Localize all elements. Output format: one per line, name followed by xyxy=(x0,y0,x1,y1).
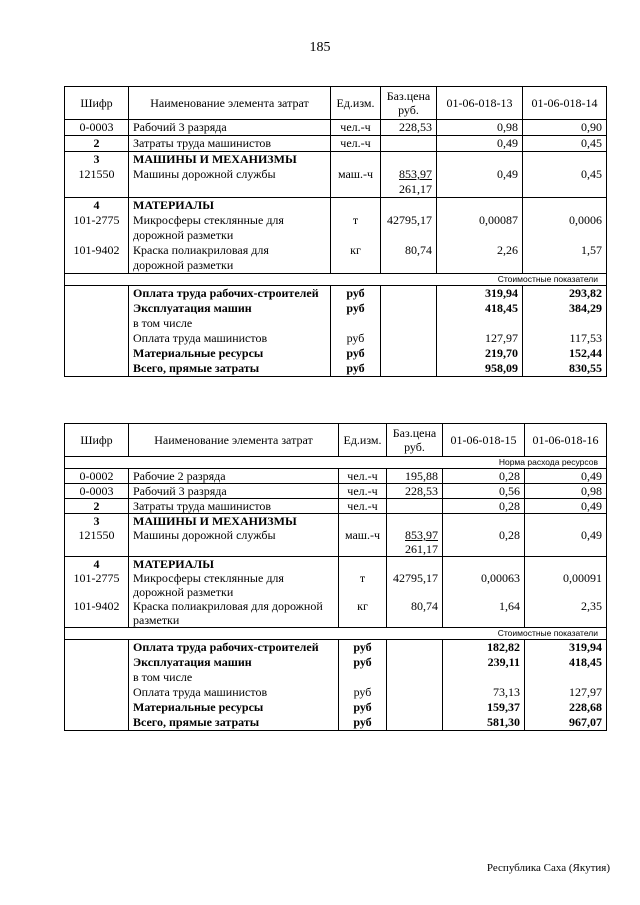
summary-row xyxy=(65,715,607,731)
cell-code: 4 xyxy=(65,557,129,572)
cell-price: 42795,17 xyxy=(381,213,437,243)
header-unit: Ед.изм. xyxy=(339,424,387,457)
cell-price xyxy=(387,528,443,557)
table-row xyxy=(65,571,607,599)
summary-label: в том числе xyxy=(129,670,339,685)
cell-a: 0,49 xyxy=(437,167,523,198)
cell-name: Рабочие 2 разряда xyxy=(129,469,339,484)
cell-unit: т xyxy=(331,213,381,243)
table-row xyxy=(65,243,607,274)
table-row xyxy=(65,167,607,198)
summary-b: 319,94 xyxy=(525,640,607,656)
page-number: 185 xyxy=(309,40,331,55)
cell-a: 0,00087 xyxy=(437,213,523,243)
header-code: Шифр xyxy=(65,87,129,120)
summary-b: 228,68 xyxy=(525,700,607,715)
table-row xyxy=(65,469,607,484)
cell-b: 0,45 xyxy=(523,167,607,198)
header-price: Баз.цена руб. xyxy=(381,87,437,120)
header-col-b: 01-06-018-14 xyxy=(523,87,607,120)
summary-a: 73,13 xyxy=(443,685,525,700)
cell-a: 1,64 xyxy=(443,599,525,628)
summary-unit: руб xyxy=(339,655,387,670)
cell-name-line: дорожной разметки xyxy=(133,228,234,242)
cell-unit: чел.-ч xyxy=(331,136,381,152)
summary-row xyxy=(65,331,607,346)
header-code: Шифр xyxy=(65,424,129,457)
header-col-a: 01-06-018-15 xyxy=(443,424,525,457)
band-label: Стоимостные показатели xyxy=(65,274,607,286)
table-row xyxy=(65,213,607,243)
cell-price xyxy=(381,136,437,152)
cell-name xyxy=(129,571,339,599)
cell-b: 0,0006 xyxy=(523,213,607,243)
price-primary: 853,97 xyxy=(399,167,432,181)
cell-unit: т xyxy=(339,571,387,599)
section-row xyxy=(65,152,607,168)
summary-b: 117,53 xyxy=(523,331,607,346)
cell-code: 101-9402 xyxy=(65,599,129,628)
cell-code: 121550 xyxy=(65,528,129,557)
cell-a: 2,26 xyxy=(437,243,523,274)
cell-code: 0-0003 xyxy=(65,484,129,499)
band-row xyxy=(65,457,607,469)
band-row xyxy=(65,628,607,640)
table-row xyxy=(65,599,607,628)
summary-a: 182,82 xyxy=(443,640,525,656)
table-row xyxy=(65,136,607,152)
cell-price: 80,74 xyxy=(381,243,437,274)
cell-code: 2 xyxy=(65,499,129,514)
summary-label: Всего, прямые затраты xyxy=(129,361,331,377)
cell-name-line: Микросферы стеклянные для xyxy=(133,571,284,585)
summary-a: 319,94 xyxy=(437,286,523,302)
cell-unit: чел.-ч xyxy=(339,469,387,484)
cell-b: 2,35 xyxy=(525,599,607,628)
cell-name-line: разметки xyxy=(133,613,180,627)
cell-code: 101-9402 xyxy=(65,243,129,274)
cell-code: 121550 xyxy=(65,167,129,198)
cell-name: Рабочий 3 разряда xyxy=(129,484,339,499)
summary-unit: руб xyxy=(331,331,381,346)
cell-price: 228,53 xyxy=(387,484,443,499)
header-name: Наименование элемента затрат xyxy=(129,424,339,457)
summary-label: в том числе xyxy=(129,316,331,331)
summary-a: 127,97 xyxy=(437,331,523,346)
cell-price: 42795,17 xyxy=(387,571,443,599)
table-row xyxy=(65,528,607,557)
summary-row xyxy=(65,301,607,316)
summary-row xyxy=(65,670,607,685)
cell-name: Затраты труда машинистов xyxy=(129,136,331,152)
summary-a: 239,11 xyxy=(443,655,525,670)
cell-code: 101-2775 xyxy=(65,213,129,243)
section-title: МАТЕРИАЛЫ xyxy=(129,557,339,572)
summary-a: 418,45 xyxy=(437,301,523,316)
cell-code: 0-0003 xyxy=(65,120,129,136)
cell-b: 0,90 xyxy=(523,120,607,136)
cell-unit: чел.-ч xyxy=(339,484,387,499)
summary-label: Эксплуатация машин xyxy=(129,655,339,670)
summary-label: Материальные ресурсы xyxy=(129,346,331,361)
cell-code: 2 xyxy=(65,136,129,152)
cell-price: 228,53 xyxy=(381,120,437,136)
summary-row xyxy=(65,346,607,361)
section-row xyxy=(65,198,607,214)
cell-code: 0-0002 xyxy=(65,469,129,484)
price-primary: 853,97 xyxy=(405,528,438,542)
summary-label: Оплата труда рабочих-строителей xyxy=(129,286,331,302)
section-title: МАШИНЫ И МЕХАНИЗМЫ xyxy=(129,152,331,168)
cell-a: 0,28 xyxy=(443,528,525,557)
cell-unit: чел.-ч xyxy=(331,120,381,136)
summary-b: 830,55 xyxy=(523,361,607,377)
summary-label: Материальные ресурсы xyxy=(129,700,339,715)
table-row xyxy=(65,499,607,514)
cell-b: 0,45 xyxy=(523,136,607,152)
summary-b: 127,97 xyxy=(525,685,607,700)
section-title: МАТЕРИАЛЫ xyxy=(129,198,331,214)
cell-price: 195,88 xyxy=(387,469,443,484)
section-row xyxy=(65,514,607,529)
summary-row xyxy=(65,700,607,715)
summary-unit: руб xyxy=(339,715,387,731)
cell-a: 0,98 xyxy=(437,120,523,136)
summary-b: 293,82 xyxy=(523,286,607,302)
cell-a: 0,28 xyxy=(443,499,525,514)
cell-code: 3 xyxy=(65,514,129,529)
summary-label: Оплата труда машинистов xyxy=(129,331,331,346)
summary-row xyxy=(65,685,607,700)
cell-code: 4 xyxy=(65,198,129,214)
cell-unit: маш.-ч xyxy=(339,528,387,557)
cell-unit: кг xyxy=(339,599,387,628)
header-col-b: 01-06-018-16 xyxy=(525,424,607,457)
table-row xyxy=(65,484,607,499)
summary-b: 152,44 xyxy=(523,346,607,361)
cell-a: 0,00063 xyxy=(443,571,525,599)
cell-a: 0,56 xyxy=(443,484,525,499)
cell-price xyxy=(381,167,437,198)
summary-unit: руб xyxy=(331,286,381,302)
cell-name-line: дорожной разметки xyxy=(133,585,234,599)
price-secondary: 261,17 xyxy=(399,182,432,196)
summary-unit: руб xyxy=(339,685,387,700)
footer-region: Республика Саха (Якутия) xyxy=(486,862,610,874)
cell-name-line: Краска полиакриловая для дорожной xyxy=(133,599,323,613)
cell-a: 0,49 xyxy=(437,136,523,152)
cell-name xyxy=(129,599,339,628)
cell-name-line: дорожной разметки xyxy=(133,258,234,272)
header-col-a: 01-06-018-13 xyxy=(437,87,523,120)
summary-label: Эксплуатация машин xyxy=(129,301,331,316)
cell-unit: чел.-ч xyxy=(339,499,387,514)
summary-label: Оплата труда рабочих-строителей xyxy=(129,640,339,656)
cell-name-line: Микросферы стеклянные для xyxy=(133,213,284,227)
cell-name: Машины дорожной службы xyxy=(129,167,331,198)
cell-name: Машины дорожной службы xyxy=(129,528,339,557)
cell-b: 1,57 xyxy=(523,243,607,274)
cell-b: 0,49 xyxy=(525,528,607,557)
band-row xyxy=(65,274,607,286)
cell-a: 0,28 xyxy=(443,469,525,484)
section-title: МАШИНЫ И МЕХАНИЗМЫ xyxy=(129,514,339,529)
summary-a: 219,70 xyxy=(437,346,523,361)
cell-b: 0,98 xyxy=(525,484,607,499)
summary-a: 958,09 xyxy=(437,361,523,377)
summary-row xyxy=(65,316,607,331)
summary-row xyxy=(65,640,607,656)
summary-row xyxy=(65,655,607,670)
cell-name: Рабочий 3 разряда xyxy=(129,120,331,136)
header-name: Наименование элемента затрат xyxy=(129,87,331,120)
summary-row xyxy=(65,286,607,302)
table-row xyxy=(65,120,607,136)
cell-unit: кг xyxy=(331,243,381,274)
section-row xyxy=(65,557,607,572)
summary-label: Оплата труда машинистов xyxy=(129,685,339,700)
cell-price xyxy=(387,499,443,514)
price-secondary: 261,17 xyxy=(405,542,438,556)
summary-unit: руб xyxy=(339,640,387,656)
band-label: Стоимостные показатели xyxy=(65,628,607,640)
cell-b: 0,49 xyxy=(525,469,607,484)
cell-code: 101-2775 xyxy=(65,571,129,599)
summary-b: 967,07 xyxy=(525,715,607,731)
cell-name: Затраты труда машинистов xyxy=(129,499,339,514)
resource-table-2 xyxy=(64,423,607,731)
cell-b: 0,49 xyxy=(525,499,607,514)
header-unit: Ед.изм. xyxy=(331,87,381,120)
summary-b: 418,45 xyxy=(525,655,607,670)
summary-unit: руб xyxy=(331,361,381,377)
resource-table-1 xyxy=(64,86,607,377)
cell-name-line: Краска полиакриловая для xyxy=(133,243,269,257)
summary-a: 581,30 xyxy=(443,715,525,731)
cell-b: 0,00091 xyxy=(525,571,607,599)
cell-name xyxy=(129,243,331,274)
cell-code: 3 xyxy=(65,152,129,168)
summary-label: Всего, прямые затраты xyxy=(129,715,339,731)
summary-b: 384,29 xyxy=(523,301,607,316)
cell-unit: маш.-ч xyxy=(331,167,381,198)
header-price: Баз.цена руб. xyxy=(387,424,443,457)
cell-name xyxy=(129,213,331,243)
summary-row xyxy=(65,361,607,377)
summary-unit: руб xyxy=(339,700,387,715)
band-label: Норма расхода ресурсов xyxy=(65,457,607,469)
summary-unit: руб xyxy=(331,301,381,316)
summary-a: 159,37 xyxy=(443,700,525,715)
summary-unit: руб xyxy=(331,346,381,361)
cell-price: 80,74 xyxy=(387,599,443,628)
